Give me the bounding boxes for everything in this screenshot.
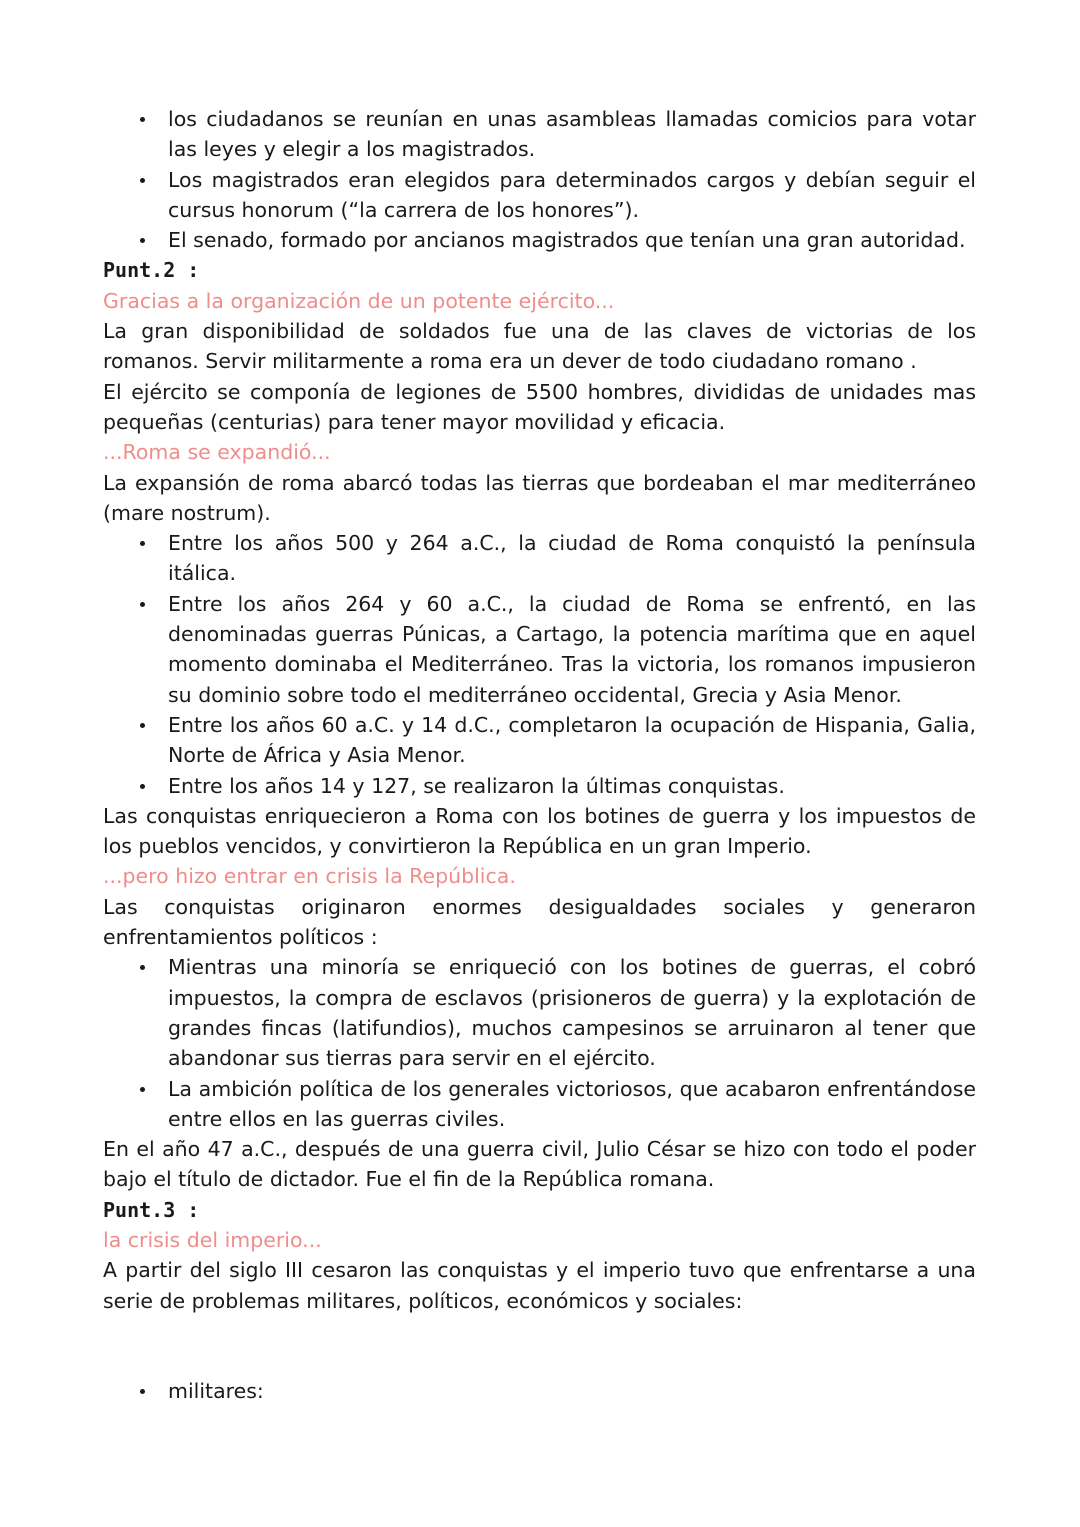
list-item: Entre los años 14 y 127, se realizaron la últimas conquistas.	[103, 771, 976, 801]
punt2-subheading-expansion: ...Roma se expandió...	[103, 440, 331, 465]
list-item: Los magistrados eran elegidos para determinados cargos y debían seguir el cursus honorum (“la carrera de los honores”).	[103, 165, 976, 226]
list-item: La ambición política de los generales victoriosos, que acabaron enfrentándose entre ellos en las guerras civiles.	[103, 1074, 976, 1135]
intro-bullet-list	[103, 104, 976, 255]
paragraph: Las conquistas enriquecieron a Roma con los botines de guerra y los impuestos de los pueblos vencidos, y convirtieron la República en un gran Imperio.	[103, 803, 976, 859]
paragraph: La expansión de roma abarcó todas las tierras que bordeaban el mar mediterráneo (mare nostrum).	[103, 470, 976, 525]
punt2-subheading-army: Gracias a la organización de un potente ejército...	[103, 288, 615, 313]
document-content	[103, 104, 976, 1406]
crisis-bullet-list	[103, 952, 976, 1134]
list-item: Entre los años 264 y 60 a.C., la ciudad de Roma se enfrentó, en las denominadas guerras Púnicas, a Cartago, la potencia marítima que en aquel momento dominaba el Mediterráneo. Tras la victoria, los romanos impusieron su dominio sobre todo el mediterráneo occidental, Grecia y Asia Menor.	[103, 589, 976, 710]
paragraph: El ejército se componía de legiones de 5500 hombres, divididas de unidades mas pequeñas (centurias) para tener mayor movilidad y eficacia.	[103, 379, 976, 434]
list-item: Entre los años 500 y 264 a.C., la ciudad de Roma conquistó la península itálica.	[103, 528, 976, 589]
paragraph: A partir del siglo III cesaron las conquistas y el imperio tuvo que enfrentarse a una serie de problemas militares, políticos, económicos y sociales:	[103, 1258, 976, 1313]
problems-bullet-list	[103, 1376, 976, 1406]
list-item: los ciudadanos se reunían en unas asambleas llamadas comicios para votar las leyes y elegir a los magistrados.	[103, 104, 976, 165]
list-item: El senado, formado por ancianos magistrados que tenían una gran autoridad.	[103, 225, 976, 255]
conquest-bullet-list	[103, 528, 976, 801]
punt2-heading: Punt.2 :	[103, 258, 200, 283]
paragraph: En el año 47 a.C., después de una guerra civil, Julio César se hizo con todo el poder bajo el título de dictador. Fue el fin de la República romana.	[103, 1137, 976, 1192]
paragraph: La gran disponibilidad de soldados fue una de las claves de victorias de los romanos. Servir militarmente a roma era un dever de todo ciudadano romano .	[103, 319, 976, 374]
spacer	[103, 1316, 976, 1376]
list-item: militares:	[103, 1376, 976, 1406]
list-item: Mientras una minoría se enriqueció con los botines de guerras, el cobró impuestos, la compra de esclavos (prisioneros de guerra) y la explotación de grandes fincas (latifundios), muchos campesinos se arruinaron al tener que abandonar sus tierras para servir en el ejército.	[103, 952, 976, 1073]
punt3-heading: Punt.3 :	[103, 1197, 200, 1222]
punt3-subheading: la crisis del imperio...	[103, 1227, 322, 1252]
punt2-subheading-crisis: ...pero hizo entrar en crisis la República.	[103, 864, 516, 889]
paragraph: Las conquistas originaron enormes desigualdades sociales y generaron enfrentamientos políticos :	[103, 894, 976, 950]
list-item: Entre los años 60 a.C. y 14 d.C., completaron la ocupación de Hispania, Galia, Norte de África y Asia Menor.	[103, 710, 976, 771]
